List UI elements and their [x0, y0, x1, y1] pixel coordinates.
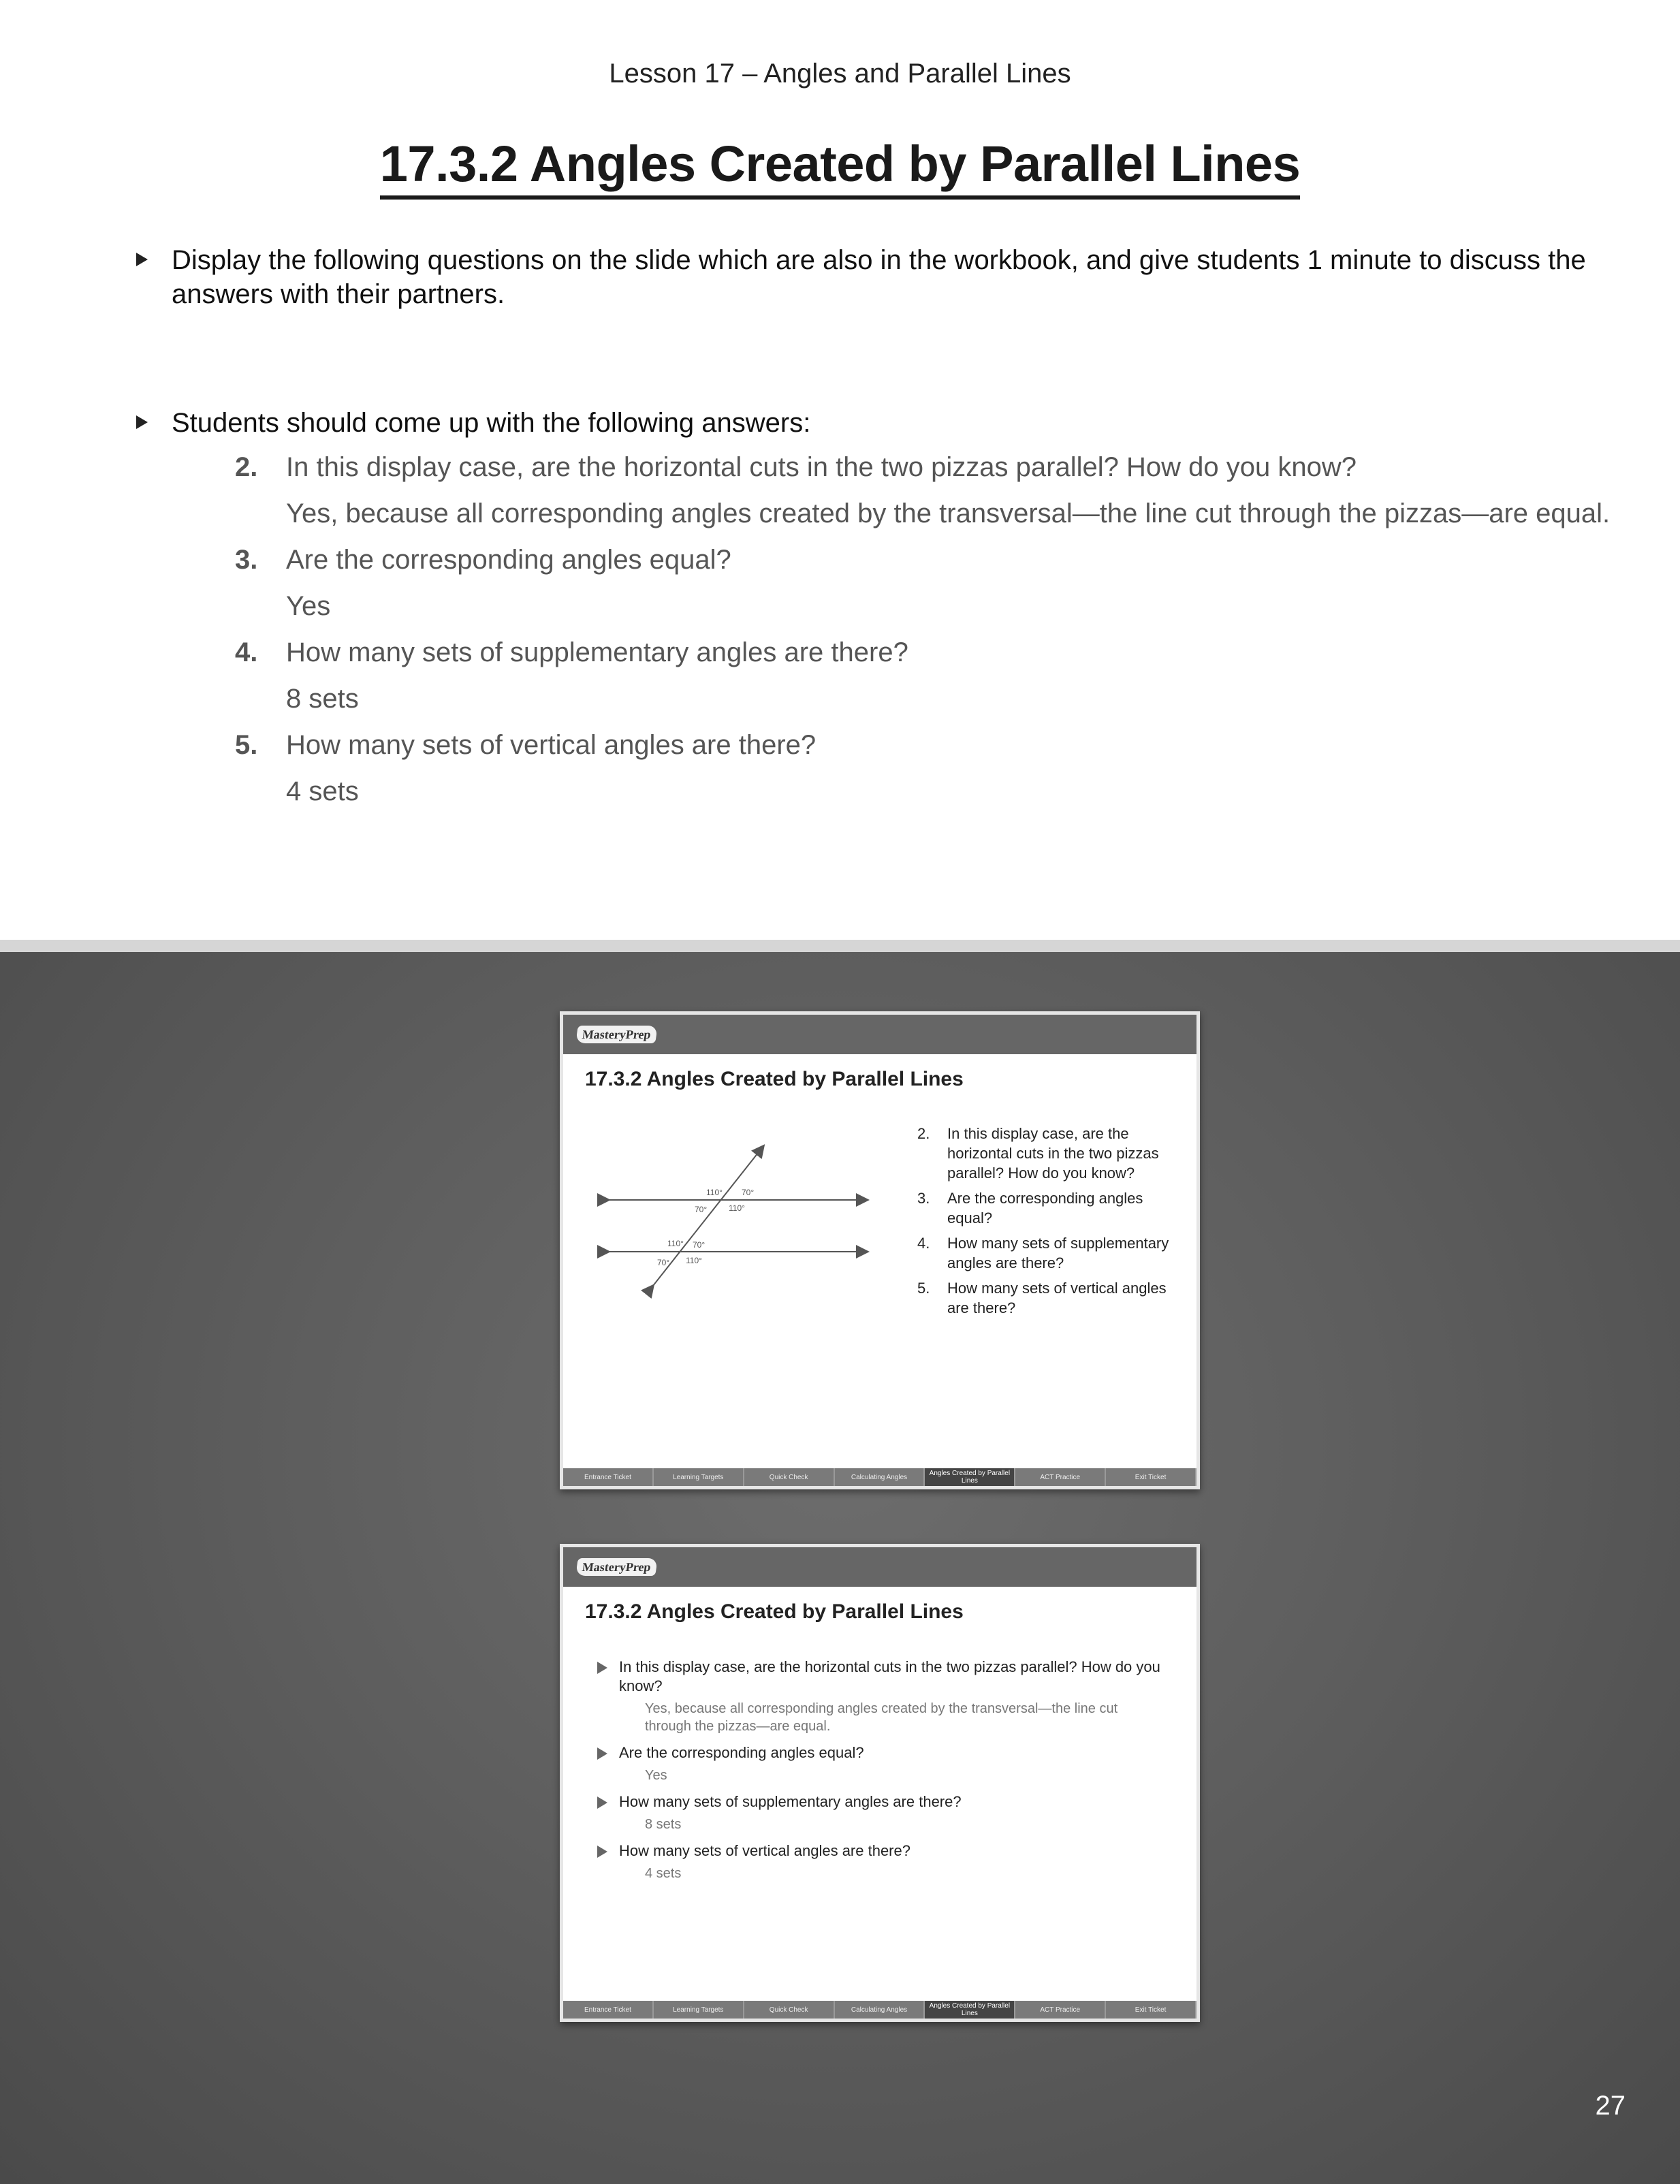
nav-angles-parallel-lines[interactable]: Angles Created by Parallel Lines [925, 2001, 1015, 2019]
slide-answer-text: 4 sets [645, 1866, 682, 1881]
slide-answer-item [597, 1658, 1162, 1735]
slide-nav-bar [563, 1468, 1196, 1486]
qa-answer: 8 sets [286, 684, 359, 714]
angle-label: 70° [657, 1258, 670, 1267]
nav-calculating-angles[interactable]: Calculating Angles [835, 1468, 925, 1486]
slide-answer-item [597, 1841, 1162, 1882]
slide-answer-item [597, 1792, 1162, 1833]
slide-header-bar [563, 1547, 1196, 1587]
triangle-bullet-icon [597, 1846, 607, 1858]
nav-entrance-ticket[interactable]: Entrance Ticket [563, 1468, 654, 1486]
slide-title: 17.3.2 Angles Created by Parallel Lines [585, 1068, 964, 1090]
qa-question: Are the corresponding angles equal? [286, 545, 731, 575]
slide-question [917, 1124, 1176, 1183]
bullet-arrow-icon [136, 253, 148, 266]
slide-question-text: Are the corresponding angles equal? [947, 1190, 1143, 1226]
slide-question-list [917, 1124, 1176, 1323]
nav-angles-parallel-lines[interactable]: Angles Created by Parallel Lines [925, 1468, 1015, 1486]
slide-answer-item [597, 1743, 1162, 1784]
slide-thumbnail-diagram[interactable] [560, 1011, 1200, 1489]
angle-label: 110° [667, 1239, 684, 1248]
slide-title: 17.3.2 Angles Created by Parallel Lines [585, 1600, 964, 1623]
nav-exit-ticket[interactable]: Exit Ticket [1106, 1468, 1196, 1486]
slide-question-text: How many sets of vertical angles are there? [619, 1842, 910, 1859]
slide-question-text: In this display case, are the horizontal cuts in the two pizzas parallel? How do you know? [619, 1658, 1160, 1694]
masteryprep-logo: MasteryPrep [575, 1026, 657, 1043]
triangle-bullet-icon [597, 1797, 607, 1809]
slide-question [917, 1278, 1176, 1318]
slide-question [917, 1233, 1176, 1273]
qa-answer: 4 sets [286, 776, 359, 806]
parallel-lines-diagram [590, 1144, 890, 1308]
angle-label: 70° [695, 1205, 708, 1214]
angle-label: 110° [729, 1203, 745, 1213]
qa-answer: Yes, because all corresponding angles created by the transversal—the line cut through the pizzas—are equal. [286, 498, 1611, 528]
slide-thumbnail-answers[interactable] [560, 1544, 1200, 2022]
bullet-answers-intro [136, 406, 1634, 440]
qa-number: 2. [235, 452, 258, 482]
page-number: 27 [1595, 2091, 1626, 2121]
slide-answer-question [597, 1841, 1162, 1861]
slide-question-number: 5. [917, 1280, 930, 1297]
slide-answer-question [597, 1743, 1162, 1762]
angle-label: 110° [686, 1256, 702, 1265]
slide-question-text: Are the corresponding angles equal? [619, 1744, 864, 1761]
bullet-instruction [136, 243, 1634, 311]
nav-learning-targets[interactable]: Learning Targets [654, 2001, 744, 2019]
slide-header-bar [563, 1015, 1196, 1054]
angle-label: 70° [742, 1188, 755, 1197]
qa-question: How many sets of supplementary angles are there? [286, 637, 908, 667]
lesson-header: Lesson 17 – Angles and Parallel Lines [609, 59, 1071, 89]
nav-quick-check[interactable]: Quick Check [744, 2001, 835, 2019]
page-title [0, 135, 1680, 200]
nav-quick-check[interactable]: Quick Check [744, 1468, 835, 1486]
qa-number: 4. [235, 637, 258, 667]
qa-question: How many sets of vertical angles are there? [286, 730, 817, 760]
bullet-text: Display the following questions on the slide which are also in the workbook, and give students 1 minute to discuss the answers with their partners. [172, 245, 1586, 309]
slide-question [917, 1188, 1176, 1228]
nav-exit-ticket[interactable]: Exit Ticket [1106, 2001, 1196, 2019]
qa-number: 5. [235, 730, 258, 760]
slide-answer-list [597, 1658, 1162, 1882]
slide-question-text: How many sets of supplementary angles are there? [947, 1235, 1169, 1271]
slide-question-number: 3. [917, 1190, 930, 1207]
slide-nav-bar [563, 2001, 1196, 2019]
qa-question: In this display case, are the horizontal cuts in the two pizzas parallel? How do you know? [286, 452, 1357, 482]
angle-label: 110° [706, 1188, 723, 1197]
nav-entrance-ticket[interactable]: Entrance Ticket [563, 2001, 654, 2019]
slide-question-text: How many sets of vertical angles are there? [947, 1280, 1167, 1316]
slide-question-text: How many sets of supplementary angles are there? [619, 1793, 962, 1810]
bullet-arrow-icon [136, 415, 148, 429]
bullet-text: Students should come up with the following answers: [172, 408, 811, 438]
masteryprep-logo: MasteryPrep [575, 1558, 657, 1576]
transversal-line [650, 1150, 761, 1289]
slide-answer-text: Yes, because all corresponding angles created by the transversal—the line cut through the pizzas—are equal. [645, 1701, 1118, 1734]
nav-calculating-angles[interactable]: Calculating Angles [835, 2001, 925, 2019]
slide-answer-text: 8 sets [645, 1817, 682, 1832]
slide-question-number: 2. [917, 1125, 930, 1142]
slide-question-text: In this display case, are the horizontal cuts in the two pizzas parallel? How do you know? [947, 1125, 1159, 1182]
qa-number: 3. [235, 545, 258, 575]
slide-question-number: 4. [917, 1235, 930, 1252]
slide-answer-question [597, 1792, 1162, 1811]
nav-act-practice[interactable]: ACT Practice [1015, 2001, 1106, 2019]
nav-learning-targets[interactable]: Learning Targets [654, 1468, 744, 1486]
angle-label: 70° [693, 1240, 706, 1250]
page-title-text: 17.3.2 Angles Created by Parallel Lines [380, 135, 1301, 200]
slide-answer-question [597, 1658, 1162, 1696]
triangle-bullet-icon [597, 1747, 607, 1760]
nav-act-practice[interactable]: ACT Practice [1015, 1468, 1106, 1486]
slide-answer-text: Yes [645, 1768, 667, 1783]
qa-answer: Yes [286, 591, 331, 621]
triangle-bullet-icon [597, 1662, 607, 1674]
